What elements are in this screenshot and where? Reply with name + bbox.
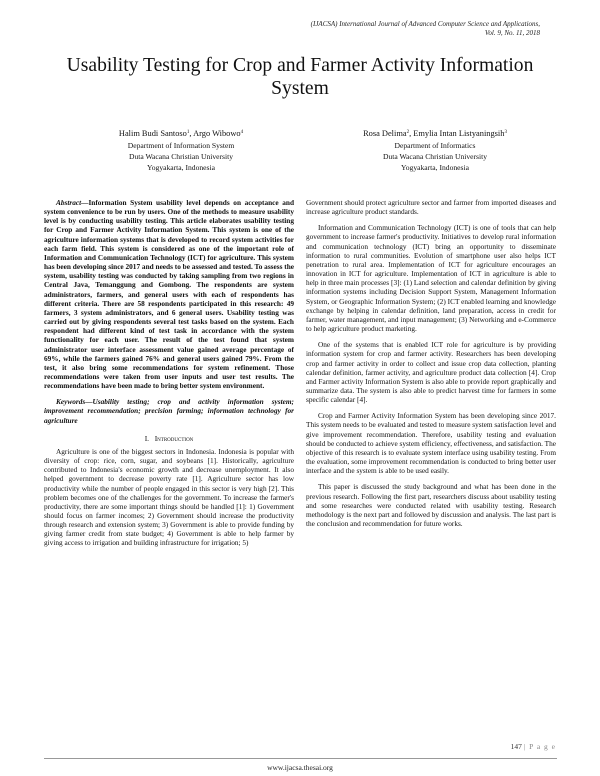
continued-paragraph: Government should protect agriculture sector and farmer from imported diseases and increase agriculture product standards. [306,198,556,217]
author-block-left [66,127,296,173]
journal-header [180,20,540,38]
page-number: 147 | P a g e [510,742,556,751]
body-paragraph: Information and Communication Technology (ICT) is one of tools that can help government to increase farmer's productivity. Initiatives to develop rural information and communication technology (ICT) bring an opportunity to disseminate information to rural communities. Evolution of smartphone user also helps ICT penetration to rural area. Implementation of ICT for agriculture encourages an innovation in ICT for agriculture. Implementation of ICT in agriculture is able to help in three main processes [3]: (1) Land selection and calendar definition by giving information systems including Decision Support System, Management Information System, or Geographic Information System; (2) ICT enabled learning and knowledge exchange by helping in calendar definition, land preparation, access in credit for farmer, water management, and input management; (3) Networking and e-Commerce to help agriculture product marketing. [306,223,556,334]
author-university: Duta Wacana Christian University [382,152,488,161]
author-names: Rosa Delima$^2$, Emylia Intan Listyaningsih$^3$ [363,129,507,138]
abstract-text: —Information System usability level depends on acceptance and system convenience to be run by users. One of the methods to measure usability level is by conducting usability testing. This article elaborates usability testing for Crop and Farmer Activity Information System. This system is one of the agriculture information systems that is developed to record system activities for each farm field. This system is considered as one of the important role of Information and Communication Technology (ICT) for agriculture. This system has been developing since 2017 and needs to be assessed and tested. To assess the system, usability testing was conducted by taking sampling from two regions in Central Java, Temanggung and Gombong. The respondents are system administrators, farmers, and general users with each of respondents has different criteria. There are 58 respondents participated in this research: 49 farmers, 3 system administrators, and 6 general users. Usability testing was carried out by giving respondents several test tasks based on the system. Each respondent had different kind of test task in accordance with the system functionality for each user. The result of the test found that system administrator user interface assessment value gained average percentage of 69%, while the farmers gained 76% and general users gained 79%. From the test, it also bring some recommendations for system refinement. Those recommendations were taken from user inputs and user test results. The recommendations have been made to bring better system environment. [44,198,294,391]
author-location: Yogyakarta, Indonesia [147,163,215,172]
author-location: Yogyakarta, Indonesia [401,163,469,172]
section-heading [44,434,294,443]
author-department: Department of Informatics [394,141,476,150]
footer-divider [44,758,557,759]
author-names: Halim Budi Santoso$^1$, Argo Wibowo$^4$ [118,129,244,138]
journal-volume: Vol. 9, No. 11, 2018 [484,29,540,37]
section-title: Introduction [154,433,194,443]
keywords: Keywords—Usability testing; crop and activity information system; improvement recommendation; precision farming; information technology for agriculture [44,397,294,425]
author-university: Duta Wacana Christian University [128,152,234,161]
body-paragraph: Crop and Farmer Activity Information System has been developing since 2017. This system needs to be evaluated and tested to measure system satisfaction level and give improvement recommendation. Therefore, usability testing and evaluation should be conducted to achieve system efficiency, effectiveness, and satisfaction. The objective of this research is to evaluate system interface using usability testing. From the evaluation, some improvement recommendation is conducted to bring better user interface and the system is able to be used easily. [306,411,556,476]
body-paragraph: One of the systems that is enabled ICT role for agriculture is by providing information system for crop and farmer activity. Researchers has been developing crop and farmer activity in order to collect and issue crop data collection, planting calendar definition, farmer activity, and agriculture product data collection [4]. Crop and Farmer activity Information System is also able to provide report graphically and summarize data. The system is also able to predict harvest time for farmers in some specific calendar [4]. [306,340,556,405]
author-department: Department of Information System [127,141,235,150]
section-number: I. [144,433,150,443]
abstract-label: Abstract [56,198,82,207]
footer-url[interactable]: www.ijacsa.thesai.org [267,763,333,772]
left-column [44,198,294,548]
body-paragraph: This paper is discussed the study background and what has been done in the previous research. Following the first part, researchers discuss about usability testing and some researches were conducted related with usability testing. Research methodology is the next part and followed by discussion and analysis. The last part is the conclusion and recommendation for future works. [306,482,556,528]
journal-name: (IJACSA) International Journal of Advanced Computer Science and Applications, [310,20,540,28]
intro-paragraph: Agriculture is one of the biggest sectors in Indonesia. Indonesia is popular with diversity of crop: rice, corn, sugar, and soybeans [1]. Historically, agriculture contributed to Indonesia's economic growth and decrease unemployment. It also helped government to decrease poverty rate [1]. Agriculture sector has low productivity while the number of people engaged in this sector is very high [2]. This problem becomes one of the challenges for the government. To increase the farmer's productivity, there are some important things should be handled [1]: 1) Government should focus on farmer incomes; 2) Government should increase the productivity through research and extension system; 3) Government is able to provide funding by giving farmer credit from state budget; 4) Government is able to help farmer by giving access to irrigation and building infrastructure for irrigation; 5) [44,446,294,548]
abstract [44,198,294,390]
author-block-right [320,127,550,173]
paper-title: Usability Testing for Crop and Farmer Activity Information System [66,55,534,99]
right-column [306,198,556,528]
